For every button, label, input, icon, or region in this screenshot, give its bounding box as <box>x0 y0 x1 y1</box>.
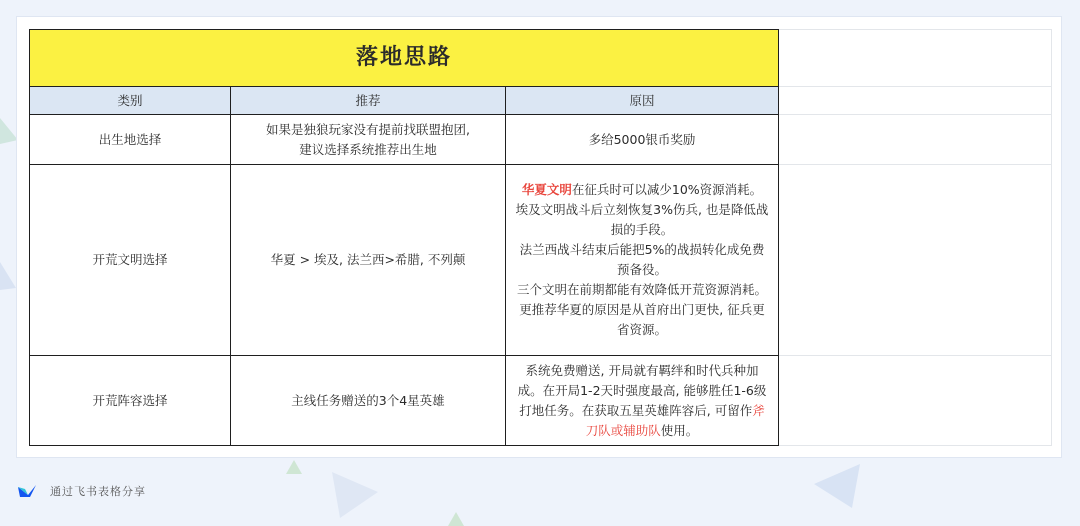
reason-paragraph: 三个文明在前期都能有效降低开荒资源消耗。更推荐华夏的原因是从首府出门更快, 征兵更省资源。 <box>516 282 767 337</box>
reason-cell: 多给5000银币奖励 <box>506 115 779 165</box>
empty-cell <box>779 165 1052 356</box>
strategy-table <box>29 29 1052 446</box>
reason-paragraph <box>514 180 770 200</box>
share-text: 通过飞书表格分享 <box>50 485 146 498</box>
category-cell: 开荒文明选择 <box>30 165 231 356</box>
bg-triangle-bottom-mid <box>330 470 380 520</box>
recommend-line: 如果是独狼玩家没有提前找联盟抱团, <box>266 121 470 137</box>
highlight-text: 斧刀队或辅助队 <box>585 402 765 438</box>
empty-cell <box>779 87 1052 115</box>
empty-cell <box>779 356 1052 446</box>
reason-text: 系统免费赠送, 开局就有羁绊和时代兵种加成。在开局1-2天时强度最高, 能够胜任1-6级打地任务。在获取五星英雄阵容后, 可留作 <box>517 362 767 418</box>
recommend-cell: 主线任务赠送的3个4星英雄 <box>231 356 506 446</box>
title-row <box>30 30 1052 87</box>
reason-text: 在征兵时可以减少10%资源消耗。 <box>571 182 763 197</box>
reason-paragraph: 法兰西战斗结束后能把5%的战损转化成免费预备役。 <box>519 242 765 277</box>
empty-cell <box>779 115 1052 165</box>
header-category: 类别 <box>30 87 231 115</box>
reason-text: 使用。 <box>660 422 699 438</box>
reason-paragraph: 埃及文明战斗后立刻恢复3%伤兵, 也是降低战损的手段。 <box>515 202 769 237</box>
reason-cell <box>506 356 779 446</box>
table-row <box>30 356 1052 446</box>
empty-cell <box>779 30 1052 87</box>
table-row <box>30 115 1052 165</box>
recommend-line: 建议选择系统推荐出生地 <box>299 141 437 157</box>
feishu-logo-icon <box>16 481 38 501</box>
recommend-cell <box>231 115 506 165</box>
recommend-cell: 华夏 > 埃及, 法兰西>希腊, 不列颠 <box>231 165 506 356</box>
bg-triangle-green <box>286 460 302 476</box>
reason-cell <box>506 165 779 356</box>
header-recommend: 推荐 <box>231 87 506 115</box>
highlight-text: 华夏文明 <box>521 182 572 197</box>
header-row <box>30 87 1052 115</box>
shared-sheet-card <box>16 16 1062 458</box>
bg-triangle-green-bottom <box>448 512 464 526</box>
table-title: 落地思路 <box>30 30 779 87</box>
category-cell: 开荒阵容选择 <box>30 356 231 446</box>
header-reason: 原因 <box>506 87 779 115</box>
category-cell: 出生地选择 <box>30 115 231 165</box>
bg-triangle-bottom-right <box>812 462 862 512</box>
table-row <box>30 165 1052 356</box>
share-footer <box>16 479 146 503</box>
